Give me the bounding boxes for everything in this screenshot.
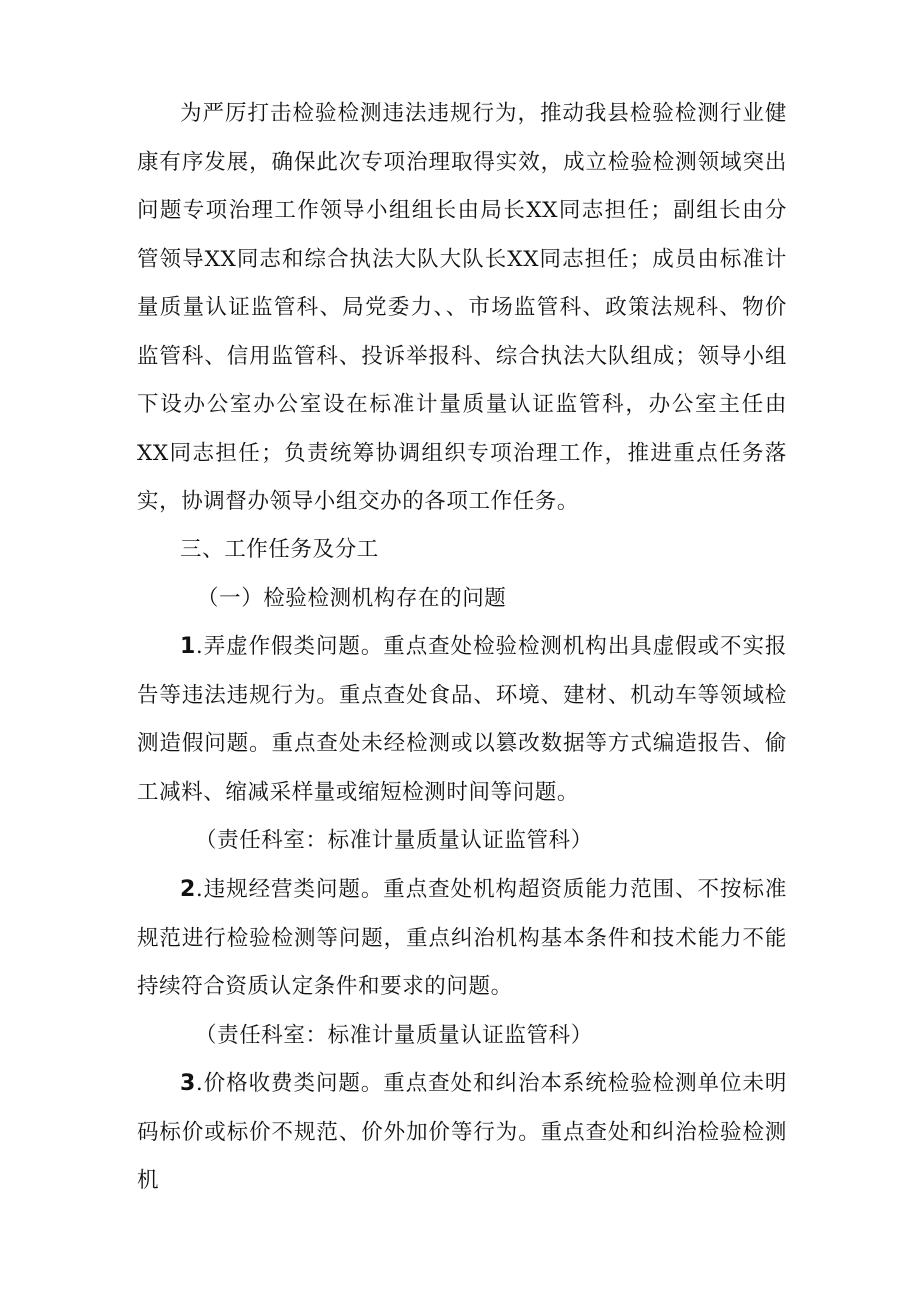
responsibility-note-2: （责任科室：标准计量质量认证监管科） <box>195 1023 593 1048</box>
item-1-number: 1 <box>180 634 196 659</box>
item-3-number: 3 <box>180 1071 196 1096</box>
responsibility-note-1: （责任科室：标准计量质量认证监管科） <box>195 828 593 853</box>
item-2-text: .违规经营类问题。重点查处机构超资质能力范围、不按标准规范进行检验检测等问题，重点纠治机构基本条件和技术能力不能持续符合资质认定条件和要求的问题。 <box>137 877 787 999</box>
subsection-heading-institution-problems: （一）检验检测机构存在的问题 <box>197 586 507 611</box>
item-3-text: .价格收费类问题。重点查处和纠治本系统检验检测单位未明码标价或标价不规范、价外加价等行为。重点查处和纠治检验检测机 <box>137 1071 787 1193</box>
paragraph-leading-group: 为严厉打击检验检测违法违规行为，推动我县检验检测行业健康有序发展，确保此次专项治理取得实效，成立检验检测领域突出问题专项治理工作领导小组组长由局长XX同志担任；副组长由分管领导XX同志和综合执法大队大队长XX同志担任；成员由标准计量质量认证监管科、局党委力、、市场监管科、政策法规科、物价监管科、信用监管科、投诉举报科、综合执法大队组成；领导小组下设办公室办公室设在标准计量质量认证监管科，办公室主任由XX同志担任；负责统筹协调组织专项治理工作，推进重点任务落实，协调督办领导小组交办的各项工作任务。 <box>137 101 787 514</box>
item-1-fraud <box>137 623 787 817</box>
item-3-pricing <box>137 1060 787 1206</box>
section-heading-tasks: 三、工作任务及分工 <box>180 537 379 562</box>
item-2-illegal-operation <box>137 866 787 1012</box>
item-1-text: .弄虚作假类问题。重点查处检验检测机构出具虚假或不实报告等违法违规行为。重点查处食品、环境、建材、机动车等领域检测造假问题。重点查处未经检测或以篡改数据等方式编造报告、偷工减料、缩减采样量或缩短检测时间等问题。 <box>137 634 787 805</box>
item-2-number: 2 <box>180 877 196 902</box>
